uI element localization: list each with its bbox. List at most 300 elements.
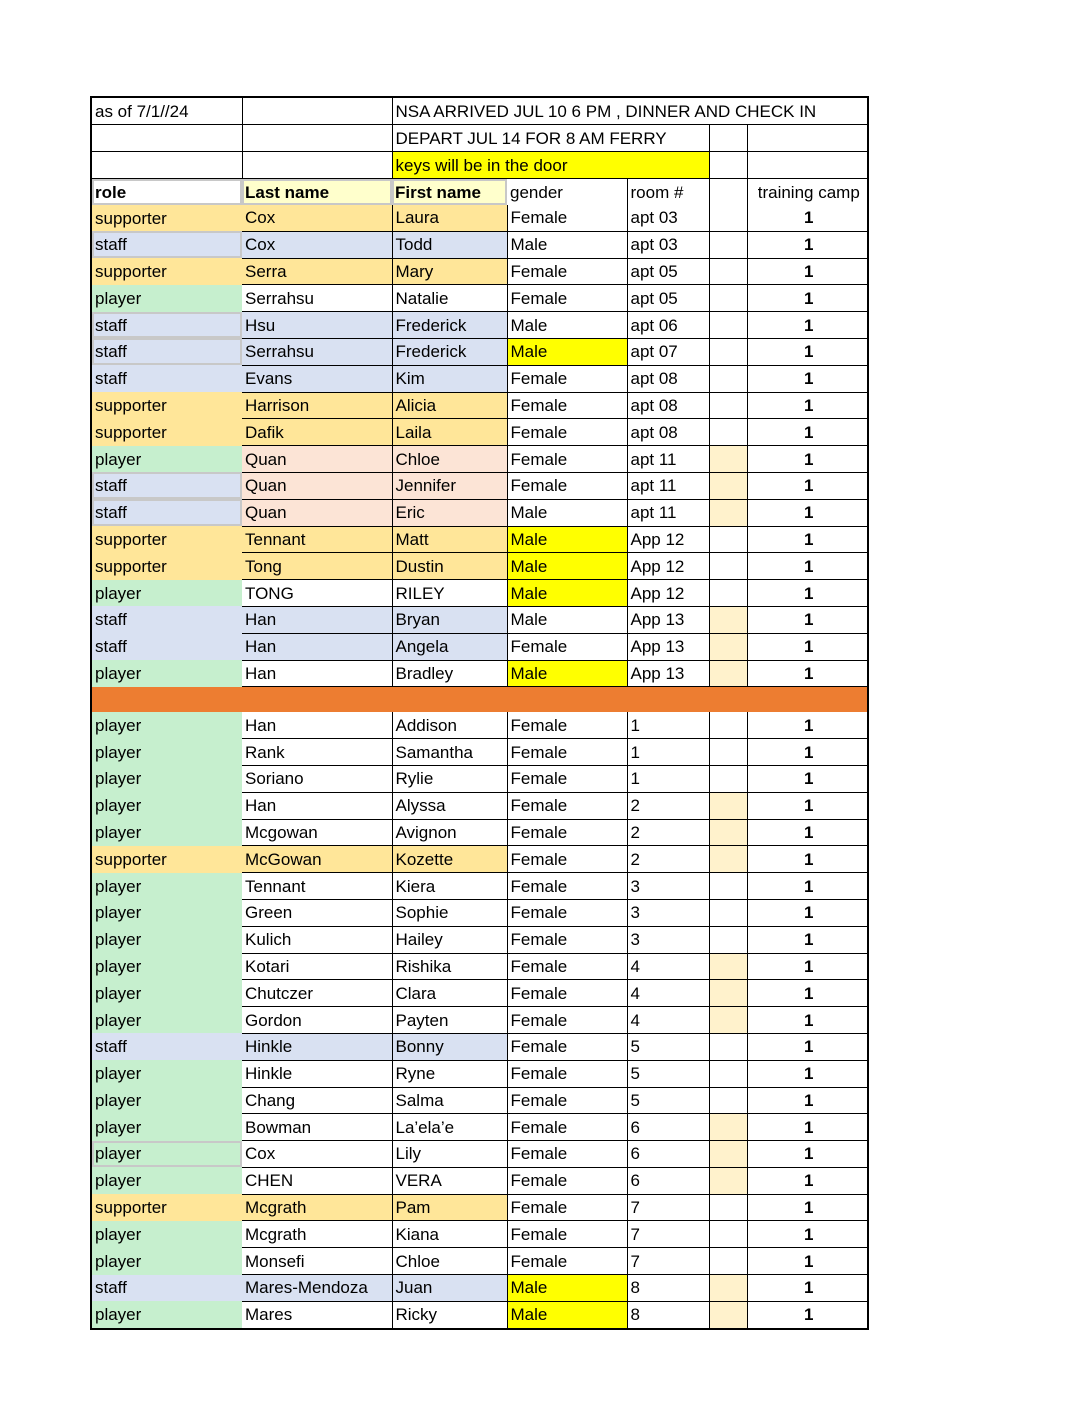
table-row bbox=[91, 1060, 868, 1087]
table-row bbox=[91, 1275, 868, 1302]
training-camp-cell: 1 bbox=[747, 606, 868, 633]
gender-cell: Female bbox=[507, 980, 627, 1007]
training-camp-cell: 1 bbox=[747, 392, 868, 419]
first-name-cell: Frederick bbox=[392, 312, 507, 339]
training-camp-cell: 1 bbox=[747, 899, 868, 926]
gender-cell: Female bbox=[507, 846, 627, 873]
separator-cell bbox=[627, 687, 709, 713]
training-camp-cell: 1 bbox=[747, 580, 868, 607]
training-camp-cell: 1 bbox=[747, 1007, 868, 1034]
last-name-cell: Serra bbox=[242, 258, 392, 285]
table-row bbox=[91, 819, 868, 846]
first-name-cell: Bonny bbox=[392, 1033, 507, 1060]
room-cell: 4 bbox=[627, 953, 709, 980]
blank-cell bbox=[747, 125, 868, 152]
training-camp-cell: 1 bbox=[747, 419, 868, 446]
role-cell: staff bbox=[91, 338, 242, 365]
table-row bbox=[91, 1194, 868, 1221]
role-cell: player bbox=[91, 580, 242, 607]
gender-cell: Male bbox=[507, 553, 627, 580]
room-cell: 2 bbox=[627, 792, 709, 819]
training-camp-cell: 1 bbox=[747, 1275, 868, 1302]
room-cell: apt 07 bbox=[627, 338, 709, 365]
column-header-row bbox=[91, 179, 868, 206]
gender-cell: Female bbox=[507, 1248, 627, 1275]
training-camp-cell: 1 bbox=[747, 765, 868, 792]
gender-cell: Male bbox=[507, 312, 627, 339]
last-name-cell: Han bbox=[242, 660, 392, 687]
first-name-cell: Chloe bbox=[392, 446, 507, 473]
table-row bbox=[91, 526, 868, 553]
room-cell: 5 bbox=[627, 1087, 709, 1114]
gender-cell: Female bbox=[507, 472, 627, 499]
first-name-cell: Clara bbox=[392, 980, 507, 1007]
table-row bbox=[91, 660, 868, 687]
blank-cell bbox=[709, 846, 747, 873]
last-name-cell: Monsefi bbox=[242, 1248, 392, 1275]
room-cell: 1 bbox=[627, 712, 709, 738]
col-header-gender: gender bbox=[507, 179, 627, 206]
role-cell: player bbox=[91, 819, 242, 846]
role-cell: player bbox=[91, 1248, 242, 1275]
last-name-cell: Han bbox=[242, 712, 392, 738]
role-cell: supporter bbox=[91, 553, 242, 580]
training-camp-cell: 1 bbox=[747, 285, 868, 312]
first-name-cell: Pam bbox=[392, 1194, 507, 1221]
gender-cell: Female bbox=[507, 1033, 627, 1060]
blank-cell bbox=[709, 446, 747, 473]
first-name-cell: Ryne bbox=[392, 1060, 507, 1087]
table-row bbox=[91, 1248, 868, 1275]
last-name-cell: Chang bbox=[242, 1087, 392, 1114]
training-camp-cell: 1 bbox=[747, 1248, 868, 1275]
training-camp-cell: 1 bbox=[747, 819, 868, 846]
gender-cell: Female bbox=[507, 739, 627, 766]
first-name-cell: VERA bbox=[392, 1167, 507, 1194]
first-name-cell: RILEY bbox=[392, 580, 507, 607]
room-cell: 6 bbox=[627, 1167, 709, 1194]
last-name-cell: Tennant bbox=[242, 873, 392, 900]
gender-cell: Male bbox=[507, 580, 627, 607]
gender-cell: Female bbox=[507, 926, 627, 953]
first-name-cell: Lily bbox=[392, 1141, 507, 1168]
table-row bbox=[91, 580, 868, 607]
table-row bbox=[91, 392, 868, 419]
blank-cell bbox=[91, 125, 242, 152]
first-name-cell: Kozette bbox=[392, 846, 507, 873]
table-row bbox=[91, 846, 868, 873]
role-cell: player bbox=[91, 873, 242, 900]
blank-cell bbox=[709, 792, 747, 819]
last-name-cell: Han bbox=[242, 633, 392, 660]
last-name-cell: Han bbox=[242, 606, 392, 633]
last-name-cell: Hsu bbox=[242, 312, 392, 339]
last-name-cell: Hinkle bbox=[242, 1060, 392, 1087]
gender-cell: Male bbox=[507, 1301, 627, 1328]
blank-cell bbox=[709, 125, 747, 152]
room-cell: 4 bbox=[627, 980, 709, 1007]
table-row bbox=[91, 446, 868, 473]
last-name-cell: Hinkle bbox=[242, 1033, 392, 1060]
room-cell: 3 bbox=[627, 873, 709, 900]
training-camp-cell: 1 bbox=[747, 1114, 868, 1141]
role-cell: staff bbox=[91, 606, 242, 633]
role-cell: supporter bbox=[91, 846, 242, 873]
role-cell: supporter bbox=[91, 205, 242, 231]
first-name-cell: Frederick bbox=[392, 338, 507, 365]
gender-cell: Female bbox=[507, 712, 627, 738]
blank-cell bbox=[709, 1033, 747, 1060]
blank-cell bbox=[242, 152, 392, 179]
gender-cell: Female bbox=[507, 873, 627, 900]
blank-cell bbox=[242, 97, 392, 125]
gender-cell: Male bbox=[507, 338, 627, 365]
last-name-cell: Tennant bbox=[242, 526, 392, 553]
gender-cell: Male bbox=[507, 526, 627, 553]
blank-cell bbox=[709, 1141, 747, 1168]
training-camp-cell: 1 bbox=[747, 1141, 868, 1168]
role-cell: player bbox=[91, 765, 242, 792]
training-camp-cell: 1 bbox=[747, 1060, 868, 1087]
training-camp-cell: 1 bbox=[747, 1033, 868, 1060]
first-name-cell: Alicia bbox=[392, 392, 507, 419]
table-row bbox=[91, 285, 868, 312]
role-cell: player bbox=[91, 660, 242, 687]
gender-cell: Female bbox=[507, 1007, 627, 1034]
last-name-cell: Dafik bbox=[242, 419, 392, 446]
last-name-cell: Chutczer bbox=[242, 980, 392, 1007]
table-row bbox=[91, 1007, 868, 1034]
first-name-cell: Rishika bbox=[392, 953, 507, 980]
role-cell: player bbox=[91, 899, 242, 926]
arrival-note: NSA ARRIVED JUL 10 6 PM , DINNER AND CHECK IN bbox=[392, 97, 868, 125]
table-row bbox=[91, 980, 868, 1007]
blank-cell bbox=[709, 1301, 747, 1328]
header-row-3 bbox=[91, 152, 868, 179]
gender-cell: Male bbox=[507, 660, 627, 687]
role-cell: player bbox=[91, 446, 242, 473]
header-row-1 bbox=[91, 97, 868, 125]
training-camp-cell: 1 bbox=[747, 712, 868, 738]
room-cell: apt 11 bbox=[627, 472, 709, 499]
table-row bbox=[91, 739, 868, 766]
training-camp-cell: 1 bbox=[747, 873, 868, 900]
last-name-cell: Quan bbox=[242, 472, 392, 499]
first-name-cell: Laila bbox=[392, 419, 507, 446]
last-name-cell: Bowman bbox=[242, 1114, 392, 1141]
room-cell: apt 11 bbox=[627, 499, 709, 526]
table-row bbox=[91, 1114, 868, 1141]
last-name-cell: Cox bbox=[242, 205, 392, 231]
table-row bbox=[91, 765, 868, 792]
first-name-cell: Kim bbox=[392, 365, 507, 392]
blank-cell bbox=[709, 1194, 747, 1221]
group-separator bbox=[91, 687, 868, 713]
role-cell: supporter bbox=[91, 526, 242, 553]
table-row bbox=[91, 258, 868, 285]
last-name-cell: Quan bbox=[242, 499, 392, 526]
gender-cell: Male bbox=[507, 1275, 627, 1302]
role-cell: staff bbox=[91, 472, 242, 499]
first-name-cell: Hailey bbox=[392, 926, 507, 953]
role-cell: supporter bbox=[91, 419, 242, 446]
room-cell: App 12 bbox=[627, 553, 709, 580]
blank-cell bbox=[709, 231, 747, 258]
last-name-cell: TONG bbox=[242, 580, 392, 607]
last-name-cell: Soriano bbox=[242, 765, 392, 792]
role-cell: player bbox=[91, 953, 242, 980]
training-camp-cell: 1 bbox=[747, 1087, 868, 1114]
first-name-cell: La’ela’e bbox=[392, 1114, 507, 1141]
first-name-cell: Todd bbox=[392, 231, 507, 258]
table-row bbox=[91, 1167, 868, 1194]
last-name-cell: Mcgowan bbox=[242, 819, 392, 846]
first-name-cell: Rylie bbox=[392, 765, 507, 792]
blank-cell bbox=[242, 125, 392, 152]
room-cell: 3 bbox=[627, 926, 709, 953]
role-cell: player bbox=[91, 1141, 242, 1168]
blank-cell bbox=[709, 365, 747, 392]
blank-cell bbox=[709, 1007, 747, 1034]
blank-cell bbox=[709, 1167, 747, 1194]
first-name-cell: Natalie bbox=[392, 285, 507, 312]
col-header-first-name: First name bbox=[392, 179, 507, 206]
room-cell: apt 03 bbox=[627, 231, 709, 258]
training-camp-cell: 1 bbox=[747, 258, 868, 285]
table-row bbox=[91, 553, 868, 580]
training-camp-cell: 1 bbox=[747, 312, 868, 339]
last-name-cell: Cox bbox=[242, 1141, 392, 1168]
blank-cell bbox=[709, 553, 747, 580]
room-cell: 3 bbox=[627, 899, 709, 926]
gender-cell: Female bbox=[507, 819, 627, 846]
first-name-cell: Alyssa bbox=[392, 792, 507, 819]
gender-cell: Female bbox=[507, 1221, 627, 1248]
blank-cell bbox=[709, 899, 747, 926]
room-cell: 7 bbox=[627, 1221, 709, 1248]
room-cell: 5 bbox=[627, 1060, 709, 1087]
table-row bbox=[91, 606, 868, 633]
first-name-cell: Salma bbox=[392, 1087, 507, 1114]
role-cell: staff bbox=[91, 499, 242, 526]
room-cell: App 13 bbox=[627, 606, 709, 633]
gender-cell: Female bbox=[507, 765, 627, 792]
blank-cell bbox=[91, 152, 242, 179]
blank-cell bbox=[709, 739, 747, 766]
table-row bbox=[91, 205, 868, 231]
gender-cell: Female bbox=[507, 1194, 627, 1221]
role-cell: player bbox=[91, 712, 242, 738]
blank-cell bbox=[709, 419, 747, 446]
last-name-cell: Tong bbox=[242, 553, 392, 580]
first-name-cell: Avignon bbox=[392, 819, 507, 846]
gender-cell: Female bbox=[507, 633, 627, 660]
training-camp-cell: 1 bbox=[747, 633, 868, 660]
gender-cell: Female bbox=[507, 1114, 627, 1141]
blank-cell bbox=[709, 1221, 747, 1248]
gender-cell: Male bbox=[507, 231, 627, 258]
separator-cell bbox=[747, 687, 868, 713]
table-row bbox=[91, 419, 868, 446]
blank-cell bbox=[709, 152, 747, 179]
room-cell: App 12 bbox=[627, 526, 709, 553]
gender-cell: Male bbox=[507, 606, 627, 633]
training-camp-cell: 1 bbox=[747, 553, 868, 580]
room-cell: 6 bbox=[627, 1141, 709, 1168]
training-camp-cell: 1 bbox=[747, 1301, 868, 1328]
role-cell: player bbox=[91, 1087, 242, 1114]
table-row bbox=[91, 899, 868, 926]
room-cell: App 13 bbox=[627, 660, 709, 687]
gender-cell: Female bbox=[507, 392, 627, 419]
training-camp-cell: 1 bbox=[747, 926, 868, 953]
gender-cell: Female bbox=[507, 205, 627, 231]
role-cell: supporter bbox=[91, 392, 242, 419]
gender-cell: Female bbox=[507, 1087, 627, 1114]
training-camp-cell: 1 bbox=[747, 231, 868, 258]
blank-cell bbox=[709, 1275, 747, 1302]
separator-cell bbox=[242, 687, 392, 713]
last-name-cell: Cox bbox=[242, 231, 392, 258]
last-name-cell: Serrahsu bbox=[242, 285, 392, 312]
table-row bbox=[91, 633, 868, 660]
role-cell: player bbox=[91, 739, 242, 766]
room-cell: apt 03 bbox=[627, 205, 709, 231]
last-name-cell: Mares bbox=[242, 1301, 392, 1328]
training-camp-cell: 1 bbox=[747, 953, 868, 980]
last-name-cell: Kotari bbox=[242, 953, 392, 980]
header-row-2 bbox=[91, 125, 868, 152]
first-name-cell: Mary bbox=[392, 258, 507, 285]
role-cell: staff bbox=[91, 231, 242, 258]
first-name-cell: Samantha bbox=[392, 739, 507, 766]
role-cell: staff bbox=[91, 365, 242, 392]
blank-cell bbox=[709, 712, 747, 738]
blank-cell bbox=[709, 526, 747, 553]
first-name-cell: Laura bbox=[392, 205, 507, 231]
training-camp-cell: 1 bbox=[747, 526, 868, 553]
blank-cell bbox=[709, 873, 747, 900]
training-camp-cell: 1 bbox=[747, 792, 868, 819]
blank-cell bbox=[709, 1087, 747, 1114]
table-row bbox=[91, 1141, 868, 1168]
room-cell: 4 bbox=[627, 1007, 709, 1034]
separator-cell bbox=[709, 687, 747, 713]
role-cell: player bbox=[91, 792, 242, 819]
table-row bbox=[91, 472, 868, 499]
role-cell: player bbox=[91, 926, 242, 953]
training-camp-cell: 1 bbox=[747, 472, 868, 499]
gender-cell: Female bbox=[507, 899, 627, 926]
last-name-cell: Harrison bbox=[242, 392, 392, 419]
table-row bbox=[91, 1221, 868, 1248]
last-name-cell: Quan bbox=[242, 446, 392, 473]
last-name-cell: CHEN bbox=[242, 1167, 392, 1194]
room-cell: apt 11 bbox=[627, 446, 709, 473]
first-name-cell: Matt bbox=[392, 526, 507, 553]
table-row bbox=[91, 873, 868, 900]
last-name-cell: Rank bbox=[242, 739, 392, 766]
last-name-cell: Mcgrath bbox=[242, 1221, 392, 1248]
last-name-cell: Han bbox=[242, 792, 392, 819]
room-cell: 7 bbox=[627, 1248, 709, 1275]
role-cell: player bbox=[91, 1060, 242, 1087]
first-name-cell: Addison bbox=[392, 712, 507, 738]
table-row bbox=[91, 712, 868, 738]
last-name-cell: Serrahsu bbox=[242, 338, 392, 365]
gender-cell: Female bbox=[507, 285, 627, 312]
role-cell: supporter bbox=[91, 258, 242, 285]
blank-cell bbox=[709, 499, 747, 526]
first-name-cell: Jennifer bbox=[392, 472, 507, 499]
table-row bbox=[91, 792, 868, 819]
gender-cell: Female bbox=[507, 953, 627, 980]
first-name-cell: Bryan bbox=[392, 606, 507, 633]
blank-cell bbox=[709, 580, 747, 607]
blank-cell bbox=[709, 392, 747, 419]
last-name-cell: Kulich bbox=[242, 926, 392, 953]
col-header-last-name: Last name bbox=[242, 179, 392, 206]
gender-cell: Female bbox=[507, 1060, 627, 1087]
room-cell: apt 05 bbox=[627, 258, 709, 285]
training-camp-cell: 1 bbox=[747, 660, 868, 687]
first-name-cell: Ricky bbox=[392, 1301, 507, 1328]
role-cell: player bbox=[91, 1301, 242, 1328]
table-row bbox=[91, 1033, 868, 1060]
room-cell: 2 bbox=[627, 819, 709, 846]
role-cell: player bbox=[91, 1221, 242, 1248]
blank-cell bbox=[709, 472, 747, 499]
room-cell: 2 bbox=[627, 846, 709, 873]
room-cell: App 12 bbox=[627, 580, 709, 607]
gender-cell: Male bbox=[507, 499, 627, 526]
separator-cell bbox=[507, 687, 627, 713]
first-name-cell: Kiana bbox=[392, 1221, 507, 1248]
col-header-role: role bbox=[91, 179, 242, 206]
table-row bbox=[91, 953, 868, 980]
training-camp-cell: 1 bbox=[747, 338, 868, 365]
last-name-cell: Gordon bbox=[242, 1007, 392, 1034]
role-cell: player bbox=[91, 1167, 242, 1194]
blank-cell bbox=[709, 660, 747, 687]
col-header-blank bbox=[709, 179, 747, 206]
room-cell: apt 08 bbox=[627, 419, 709, 446]
gender-cell: Female bbox=[507, 792, 627, 819]
role-cell: player bbox=[91, 1114, 242, 1141]
room-cell: 6 bbox=[627, 1114, 709, 1141]
training-camp-cell: 1 bbox=[747, 980, 868, 1007]
table-row bbox=[91, 365, 868, 392]
room-cell: 1 bbox=[627, 765, 709, 792]
first-name-cell: Chloe bbox=[392, 1248, 507, 1275]
training-camp-cell: 1 bbox=[747, 846, 868, 873]
room-cell: 1 bbox=[627, 739, 709, 766]
training-camp-cell: 1 bbox=[747, 1221, 868, 1248]
role-cell: supporter bbox=[91, 1194, 242, 1221]
table-row bbox=[91, 926, 868, 953]
blank-cell bbox=[709, 205, 747, 231]
last-name-cell: Evans bbox=[242, 365, 392, 392]
blank-cell bbox=[709, 1114, 747, 1141]
table-row bbox=[91, 1087, 868, 1114]
last-name-cell: McGowan bbox=[242, 846, 392, 873]
first-name-cell: Eric bbox=[392, 499, 507, 526]
last-name-cell: Green bbox=[242, 899, 392, 926]
table-row bbox=[91, 231, 868, 258]
room-cell: 7 bbox=[627, 1194, 709, 1221]
blank-cell bbox=[709, 633, 747, 660]
training-camp-cell: 1 bbox=[747, 205, 868, 231]
